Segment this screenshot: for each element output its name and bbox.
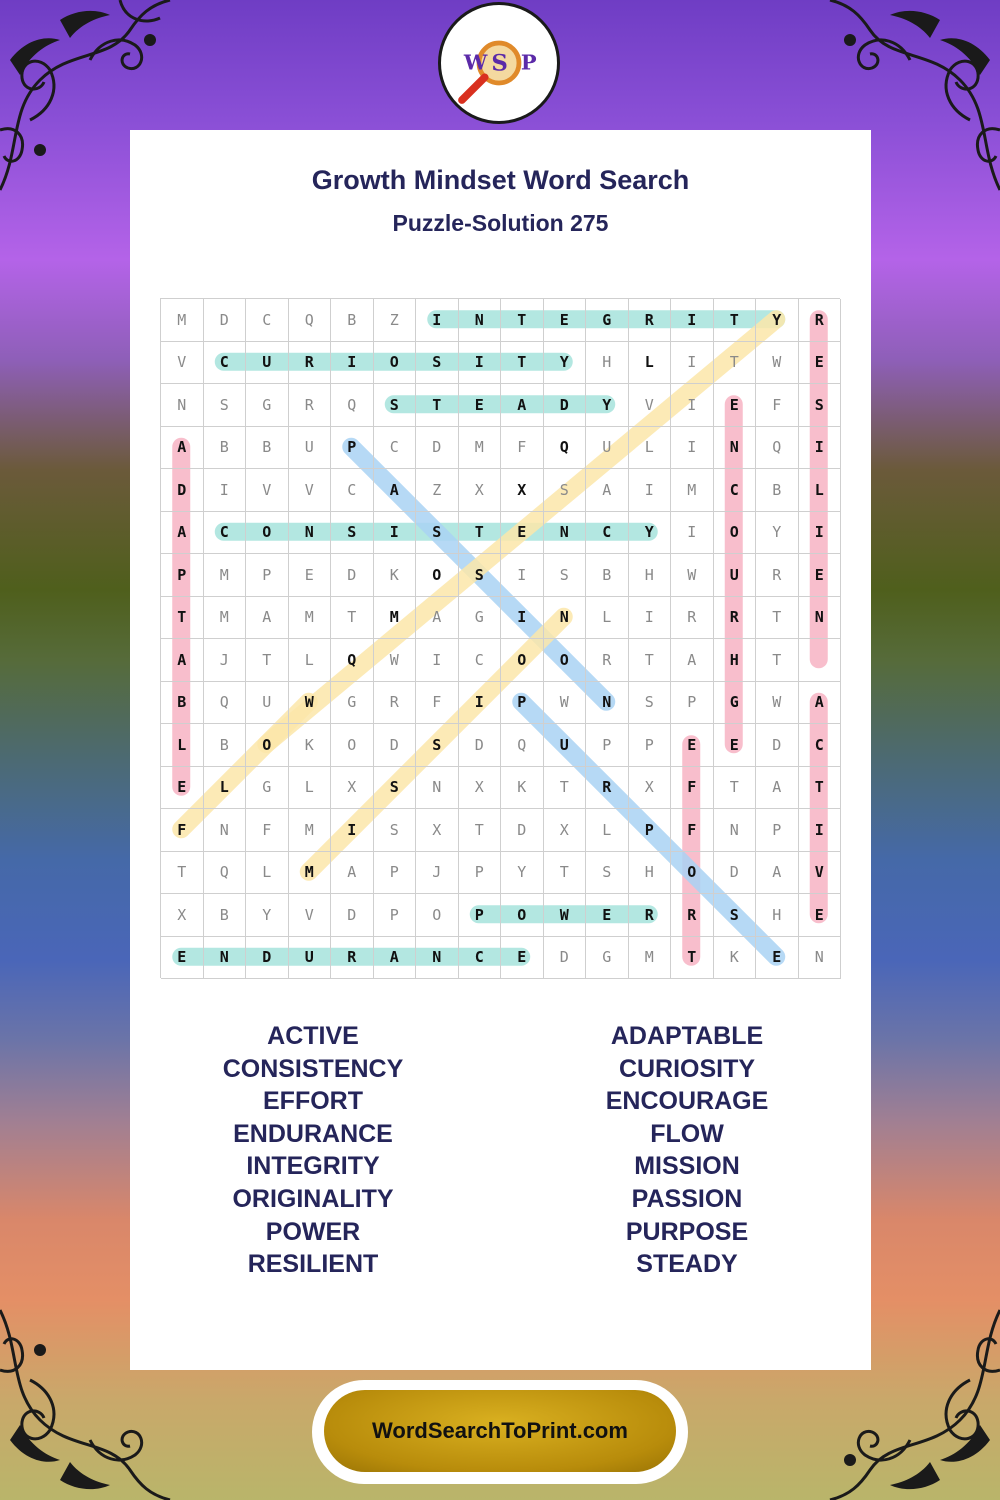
grid-cell[interactable]: S bbox=[204, 384, 247, 427]
grid-cell[interactable]: D bbox=[756, 724, 799, 767]
word-list-left bbox=[128, 1020, 498, 1281]
grid-cell[interactable]: L bbox=[586, 597, 629, 640]
grid-cell[interactable]: B bbox=[331, 299, 374, 342]
grid-cell[interactable]: W bbox=[671, 554, 714, 597]
grid-cell[interactable]: W bbox=[756, 682, 799, 725]
grid-cell[interactable]: S bbox=[374, 809, 417, 852]
grid-cell[interactable]: E bbox=[756, 937, 799, 980]
grid-cell[interactable]: E bbox=[714, 384, 757, 427]
grid-cell[interactable]: S bbox=[416, 342, 459, 385]
grid-cell[interactable]: R bbox=[671, 597, 714, 640]
grid-cell[interactable]: T bbox=[756, 597, 799, 640]
grid-cell[interactable]: A bbox=[374, 937, 417, 980]
grid-cell[interactable]: P bbox=[161, 554, 204, 597]
grid-cell[interactable]: E bbox=[501, 937, 544, 980]
grid-cell[interactable]: G bbox=[459, 597, 502, 640]
grid-cell[interactable]: T bbox=[161, 852, 204, 895]
grid-cell[interactable]: Y bbox=[246, 894, 289, 937]
grid-cell[interactable]: W bbox=[544, 682, 587, 725]
word-list-item: ACTIVE bbox=[267, 1022, 359, 1050]
grid-cell[interactable]: I bbox=[671, 427, 714, 470]
word-list-item: PASSION bbox=[631, 1184, 743, 1213]
grid-cell[interactable]: B bbox=[756, 469, 799, 512]
grid-cell[interactable]: E bbox=[714, 724, 757, 767]
grid-cell[interactable]: F bbox=[756, 384, 799, 427]
grid-cell[interactable]: I bbox=[799, 427, 842, 470]
grid-cell[interactable]: I bbox=[671, 512, 714, 555]
grid-cell[interactable]: O bbox=[246, 512, 289, 555]
word-list-item: EFFORT bbox=[263, 1087, 363, 1116]
grid-cell[interactable]: A bbox=[756, 852, 799, 895]
grid-cell[interactable]: P bbox=[246, 554, 289, 597]
grid-cell[interactable]: V bbox=[629, 384, 672, 427]
grid-cell[interactable]: C bbox=[459, 639, 502, 682]
grid-cell[interactable]: Q bbox=[331, 384, 374, 427]
grid-cell[interactable]: T bbox=[501, 299, 544, 342]
grid-cell[interactable]: P bbox=[374, 852, 417, 895]
grid-cell[interactable]: T bbox=[331, 597, 374, 640]
grid-cell[interactable]: F bbox=[671, 809, 714, 852]
word-list-item: POWER bbox=[265, 1217, 361, 1246]
grid-cell[interactable]: H bbox=[629, 554, 672, 597]
grid-cell[interactable]: E bbox=[544, 299, 587, 342]
grid-cell[interactable]: A bbox=[161, 427, 204, 470]
grid-cell[interactable]: R bbox=[629, 299, 672, 342]
word-list bbox=[130, 1020, 871, 1290]
grid-cell[interactable]: F bbox=[161, 809, 204, 852]
grid-cell[interactable]: A bbox=[161, 512, 204, 555]
grid-cell[interactable]: C bbox=[586, 512, 629, 555]
grid-cell[interactable]: O bbox=[331, 724, 374, 767]
grid-cell[interactable]: T bbox=[671, 937, 714, 980]
grid-cell[interactable]: Y bbox=[501, 852, 544, 895]
grid-cell[interactable]: Q bbox=[501, 724, 544, 767]
site-link[interactable]: WordSearchToPrint.com bbox=[324, 1390, 676, 1472]
grid-cell[interactable]: D bbox=[459, 724, 502, 767]
grid-cell[interactable]: N bbox=[799, 597, 842, 640]
grid-cell[interactable]: S bbox=[374, 767, 417, 810]
grid-cell[interactable]: X bbox=[161, 894, 204, 937]
grid-cell[interactable]: B bbox=[204, 427, 247, 470]
word-list-item: MISSION bbox=[634, 1152, 740, 1181]
grid-cell[interactable]: D bbox=[501, 809, 544, 852]
grid-cell[interactable]: R bbox=[374, 682, 417, 725]
grid-cell[interactable]: M bbox=[671, 469, 714, 512]
grid-cell[interactable]: L bbox=[246, 852, 289, 895]
grid-cell[interactable]: S bbox=[459, 554, 502, 597]
grid-cell[interactable]: P bbox=[671, 682, 714, 725]
grid-cell[interactable]: E bbox=[459, 384, 502, 427]
word-grid bbox=[160, 298, 840, 978]
grid-cell[interactable]: M bbox=[204, 597, 247, 640]
grid-cell[interactable]: W bbox=[544, 894, 587, 937]
grid-cell[interactable]: O bbox=[501, 894, 544, 937]
grid-cell[interactable]: B bbox=[586, 554, 629, 597]
grid-cell[interactable]: M bbox=[204, 554, 247, 597]
grid-cell[interactable]: Y bbox=[756, 512, 799, 555]
grid-cell[interactable]: D bbox=[331, 894, 374, 937]
grid-cell[interactable]: R bbox=[289, 384, 332, 427]
grid-cell[interactable]: N bbox=[544, 512, 587, 555]
grid-cell[interactable]: E bbox=[161, 767, 204, 810]
grid-cell[interactable]: A bbox=[501, 384, 544, 427]
grid-cell[interactable]: V bbox=[799, 852, 842, 895]
word-list-item: PURPOSE bbox=[625, 1217, 749, 1246]
page-subtitle: Puzzle-Solution 275 bbox=[392, 210, 609, 236]
grid-cell[interactable]: L bbox=[799, 469, 842, 512]
grid-cell[interactable]: Q bbox=[204, 852, 247, 895]
grid-cell[interactable]: I bbox=[331, 809, 374, 852]
grid-cell[interactable]: X bbox=[544, 809, 587, 852]
grid-cell[interactable]: F bbox=[416, 682, 459, 725]
grid-cell[interactable]: M bbox=[459, 427, 502, 470]
grid-cell[interactable]: A bbox=[331, 852, 374, 895]
grid-cell[interactable]: E bbox=[161, 937, 204, 980]
grid-cell[interactable]: X bbox=[459, 767, 502, 810]
grid-cell[interactable]: Z bbox=[374, 299, 417, 342]
grid-cell[interactable]: C bbox=[331, 469, 374, 512]
grid-cell[interactable]: K bbox=[289, 724, 332, 767]
grid-cell[interactable]: T bbox=[756, 639, 799, 682]
grid-cell[interactable]: E bbox=[501, 512, 544, 555]
grid-cell[interactable]: S bbox=[799, 384, 842, 427]
grid-cell[interactable]: N bbox=[459, 299, 502, 342]
grid-cell[interactable]: T bbox=[416, 384, 459, 427]
grid-cell[interactable]: I bbox=[374, 512, 417, 555]
grid-cell[interactable]: A bbox=[799, 682, 842, 725]
grid-cell[interactable]: M bbox=[161, 299, 204, 342]
grid-cell[interactable]: Y bbox=[544, 342, 587, 385]
grid-cell[interactable]: S bbox=[544, 469, 587, 512]
grid-cell[interactable]: R bbox=[629, 894, 672, 937]
grid-cell[interactable]: P bbox=[756, 809, 799, 852]
word-list-right bbox=[502, 1020, 872, 1281]
grid-cell[interactable]: L bbox=[289, 639, 332, 682]
grid-cell[interactable]: R bbox=[799, 299, 842, 342]
grid-cell[interactable]: V bbox=[289, 894, 332, 937]
grid-cell[interactable]: C bbox=[459, 937, 502, 980]
grid-cell[interactable]: M bbox=[374, 597, 417, 640]
grid-cell[interactable]: Q bbox=[544, 427, 587, 470]
grid-cell[interactable]: L bbox=[289, 767, 332, 810]
grid-cell[interactable]: U bbox=[289, 937, 332, 980]
grid-cell[interactable]: T bbox=[459, 512, 502, 555]
grid-cell[interactable]: X bbox=[501, 469, 544, 512]
grid-cell[interactable]: M bbox=[289, 809, 332, 852]
grid-cell[interactable]: I bbox=[416, 639, 459, 682]
grid-cell[interactable]: D bbox=[331, 554, 374, 597]
grid-cell[interactable]: H bbox=[629, 852, 672, 895]
grid-cell[interactable]: R bbox=[714, 597, 757, 640]
word-list-item: ORIGINALITY bbox=[232, 1184, 394, 1213]
grid-cell[interactable]: Q bbox=[331, 639, 374, 682]
grid-cell[interactable]: Y bbox=[756, 299, 799, 342]
grid-cell[interactable]: Y bbox=[629, 512, 672, 555]
grid-cell[interactable]: S bbox=[331, 512, 374, 555]
grid-cell[interactable]: M bbox=[289, 597, 332, 640]
word-list-item: FLOW bbox=[650, 1119, 724, 1148]
grid-cell[interactable]: P bbox=[331, 427, 374, 470]
grid-cell[interactable]: D bbox=[544, 384, 587, 427]
grid-cell[interactable]: I bbox=[671, 299, 714, 342]
grid-cell[interactable]: U bbox=[246, 342, 289, 385]
grid-cell[interactable]: B bbox=[246, 427, 289, 470]
grid-cell[interactable]: L bbox=[586, 809, 629, 852]
grid-cell[interactable]: F bbox=[246, 809, 289, 852]
grid-cell[interactable]: D bbox=[204, 299, 247, 342]
grid-cell[interactable]: N bbox=[161, 384, 204, 427]
grid-cell[interactable]: E bbox=[586, 894, 629, 937]
grid-cell[interactable]: R bbox=[586, 767, 629, 810]
grid-cell[interactable]: G bbox=[246, 767, 289, 810]
grid-cell[interactable]: T bbox=[714, 767, 757, 810]
grid-cell[interactable]: P bbox=[459, 852, 502, 895]
grid-cell[interactable]: V bbox=[161, 342, 204, 385]
grid-cell[interactable]: N bbox=[204, 809, 247, 852]
grid-cell[interactable]: T bbox=[799, 767, 842, 810]
grid-cell[interactable]: S bbox=[416, 724, 459, 767]
grid-cell[interactable]: T bbox=[459, 809, 502, 852]
grid-cell[interactable]: H bbox=[586, 342, 629, 385]
page-title: Growth Mindset Word Search bbox=[311, 165, 690, 195]
grid-cell[interactable]: O bbox=[671, 852, 714, 895]
grid-cell[interactable]: P bbox=[501, 682, 544, 725]
grid-cell[interactable]: U bbox=[714, 554, 757, 597]
grid-cell[interactable]: H bbox=[714, 639, 757, 682]
grid-cell[interactable]: R bbox=[331, 937, 374, 980]
grid-cell[interactable]: Q bbox=[204, 682, 247, 725]
grid-cell[interactable]: A bbox=[161, 639, 204, 682]
grid-cell[interactable]: Q bbox=[756, 427, 799, 470]
grid-cell[interactable]: C bbox=[246, 299, 289, 342]
grid-cell[interactable]: I bbox=[671, 342, 714, 385]
grid-cell[interactable]: A bbox=[374, 469, 417, 512]
grid-cell[interactable]: T bbox=[629, 639, 672, 682]
grid-cell[interactable]: I bbox=[459, 342, 502, 385]
grid-cell[interactable]: I bbox=[629, 597, 672, 640]
grid-cell[interactable]: S bbox=[416, 512, 459, 555]
grid-cell[interactable]: A bbox=[416, 597, 459, 640]
grid-cell[interactable]: O bbox=[246, 724, 289, 767]
grid-cell[interactable]: X bbox=[416, 809, 459, 852]
grid-cell[interactable]: D bbox=[416, 427, 459, 470]
grid-cell[interactable]: X bbox=[459, 469, 502, 512]
grid-cell[interactable]: A bbox=[586, 469, 629, 512]
grid-cell[interactable]: G bbox=[714, 682, 757, 725]
grid-cell[interactable]: D bbox=[544, 937, 587, 980]
grid-cell[interactable]: D bbox=[714, 852, 757, 895]
grid-cell[interactable]: C bbox=[204, 342, 247, 385]
grid-cell[interactable]: Y bbox=[586, 384, 629, 427]
grid-cell[interactable]: F bbox=[501, 427, 544, 470]
puzzle-panel bbox=[130, 130, 871, 1370]
grid-cell[interactable]: B bbox=[204, 724, 247, 767]
grid-cell[interactable]: B bbox=[204, 894, 247, 937]
site-banner[interactable] bbox=[312, 1380, 688, 1484]
word-list-item: STEADY bbox=[636, 1250, 738, 1279]
grid-cell[interactable]: O bbox=[416, 894, 459, 937]
word-list-item: ENCOURAGE bbox=[605, 1087, 769, 1116]
grid-cell[interactable]: Q bbox=[289, 299, 332, 342]
grid-cell[interactable]: E bbox=[799, 554, 842, 597]
grid-cell[interactable]: V bbox=[246, 469, 289, 512]
grid-cell[interactable]: C bbox=[714, 469, 757, 512]
grid-cell[interactable]: L bbox=[629, 342, 672, 385]
wsp-logo[interactable] bbox=[438, 2, 560, 124]
grid-cell[interactable]: I bbox=[799, 809, 842, 852]
grid-cell[interactable]: S bbox=[586, 852, 629, 895]
grid-cell[interactable]: T bbox=[501, 342, 544, 385]
word-list-item: ADAPTABLE bbox=[610, 1022, 764, 1050]
word-list-item: ENDURANCE bbox=[233, 1119, 393, 1148]
grid-cell[interactable]: T bbox=[544, 767, 587, 810]
grid-cell[interactable]: T bbox=[714, 299, 757, 342]
grid-cell[interactable]: O bbox=[501, 639, 544, 682]
grid-cell[interactable]: L bbox=[161, 724, 204, 767]
grid-cell[interactable] bbox=[799, 639, 842, 682]
grid-cell[interactable]: F bbox=[671, 767, 714, 810]
grid-cell[interactable]: N bbox=[544, 597, 587, 640]
grid-cell[interactable]: P bbox=[629, 724, 672, 767]
grid-cell[interactable]: Z bbox=[416, 469, 459, 512]
grid-cell[interactable]: X bbox=[331, 767, 374, 810]
grid-cell[interactable]: N bbox=[204, 937, 247, 980]
grid-cell[interactable]: O bbox=[374, 342, 417, 385]
grid-cell[interactable]: O bbox=[416, 554, 459, 597]
grid-cell[interactable]: P bbox=[586, 724, 629, 767]
grid-cell[interactable]: E bbox=[799, 342, 842, 385]
grid-cell[interactable]: N bbox=[714, 809, 757, 852]
grid-cell[interactable]: E bbox=[799, 894, 842, 937]
grid-cell[interactable]: N bbox=[289, 512, 332, 555]
grid-cell[interactable]: M bbox=[289, 852, 332, 895]
grid-cell[interactable]: I bbox=[416, 299, 459, 342]
grid-cell[interactable]: R bbox=[289, 342, 332, 385]
grid-cell[interactable]: A bbox=[671, 639, 714, 682]
logo-letter-w: W bbox=[463, 49, 488, 75]
grid-cell[interactable]: S bbox=[544, 554, 587, 597]
grid-cell[interactable]: W bbox=[756, 342, 799, 385]
grid-cell[interactable]: G bbox=[246, 384, 289, 427]
grid-cell[interactable]: D bbox=[246, 937, 289, 980]
grid-cell[interactable]: N bbox=[416, 767, 459, 810]
grid-cell[interactable]: S bbox=[629, 682, 672, 725]
letter-grid bbox=[160, 298, 840, 978]
grid-cell[interactable]: M bbox=[629, 937, 672, 980]
grid-cell[interactable]: K bbox=[714, 937, 757, 980]
grid-cell[interactable]: R bbox=[671, 894, 714, 937]
grid-cell[interactable]: R bbox=[756, 554, 799, 597]
grid-cell[interactable]: W bbox=[374, 639, 417, 682]
grid-cell[interactable]: G bbox=[586, 937, 629, 980]
grid-cell[interactable]: P bbox=[459, 894, 502, 937]
logo-letter-p: P bbox=[520, 49, 537, 75]
grid-cell[interactable]: N bbox=[714, 427, 757, 470]
grid-cell[interactable]: T bbox=[544, 852, 587, 895]
grid-cell[interactable]: K bbox=[374, 554, 417, 597]
grid-cell[interactable]: I bbox=[799, 512, 842, 555]
grid-cell[interactable]: I bbox=[459, 682, 502, 725]
grid-cell[interactable]: G bbox=[331, 682, 374, 725]
grid-cell[interactable]: S bbox=[374, 384, 417, 427]
grid-cell[interactable]: T bbox=[246, 639, 289, 682]
grid-cell[interactable]: O bbox=[544, 639, 587, 682]
grid-cell[interactable]: N bbox=[586, 682, 629, 725]
word-list-item: RESILIENT bbox=[247, 1250, 379, 1279]
grid-cell[interactable]: U bbox=[544, 724, 587, 767]
grid-cell[interactable]: D bbox=[161, 469, 204, 512]
word-list-item: CONSISTENCY bbox=[222, 1054, 404, 1083]
grid-cell[interactable]: K bbox=[501, 767, 544, 810]
grid-cell[interactable]: I bbox=[331, 342, 374, 385]
grid-cell[interactable]: B bbox=[161, 682, 204, 725]
grid-cell[interactable]: G bbox=[586, 299, 629, 342]
grid-cell[interactable]: N bbox=[416, 937, 459, 980]
grid-cell[interactable]: N bbox=[799, 937, 842, 980]
grid-cell[interactable]: P bbox=[629, 809, 672, 852]
grid-cell[interactable]: E bbox=[289, 554, 332, 597]
grid-cell[interactable]: X bbox=[629, 767, 672, 810]
grid-cell[interactable]: R bbox=[586, 639, 629, 682]
grid-cell[interactable]: T bbox=[714, 342, 757, 385]
grid-cell[interactable]: L bbox=[204, 767, 247, 810]
grid-cell[interactable]: P bbox=[374, 894, 417, 937]
grid-cell[interactable]: U bbox=[289, 427, 332, 470]
grid-cell[interactable]: W bbox=[289, 682, 332, 725]
grid-cell[interactable]: O bbox=[714, 512, 757, 555]
grid-cell[interactable]: H bbox=[756, 894, 799, 937]
grid-cell[interactable]: C bbox=[374, 427, 417, 470]
word-list-item: CURIOSITY bbox=[618, 1054, 756, 1083]
grid-cell[interactable]: T bbox=[161, 597, 204, 640]
grid-cell[interactable]: E bbox=[671, 724, 714, 767]
grid-cell[interactable]: V bbox=[289, 469, 332, 512]
word-list-item: INTEGRITY bbox=[246, 1152, 380, 1181]
grid-cell[interactable]: I bbox=[629, 469, 672, 512]
grid-cell[interactable]: C bbox=[799, 724, 842, 767]
grid-cell[interactable]: I bbox=[501, 597, 544, 640]
grid-cell[interactable]: S bbox=[714, 894, 757, 937]
grid-cell[interactable]: I bbox=[204, 469, 247, 512]
logo-letter-s: S bbox=[491, 50, 508, 77]
grid-cell[interactable]: U bbox=[246, 682, 289, 725]
grid-cell[interactable]: I bbox=[671, 384, 714, 427]
grid-cell[interactable]: J bbox=[416, 852, 459, 895]
grid-cell[interactable]: I bbox=[501, 554, 544, 597]
grid-cell[interactable]: A bbox=[246, 597, 289, 640]
grid-cell[interactable]: D bbox=[374, 724, 417, 767]
grid-cell[interactable]: L bbox=[629, 427, 672, 470]
grid-cell[interactable]: U bbox=[586, 427, 629, 470]
grid-cell[interactable]: A bbox=[756, 767, 799, 810]
grid-cell[interactable]: C bbox=[204, 512, 247, 555]
grid-cell[interactable]: J bbox=[204, 639, 247, 682]
